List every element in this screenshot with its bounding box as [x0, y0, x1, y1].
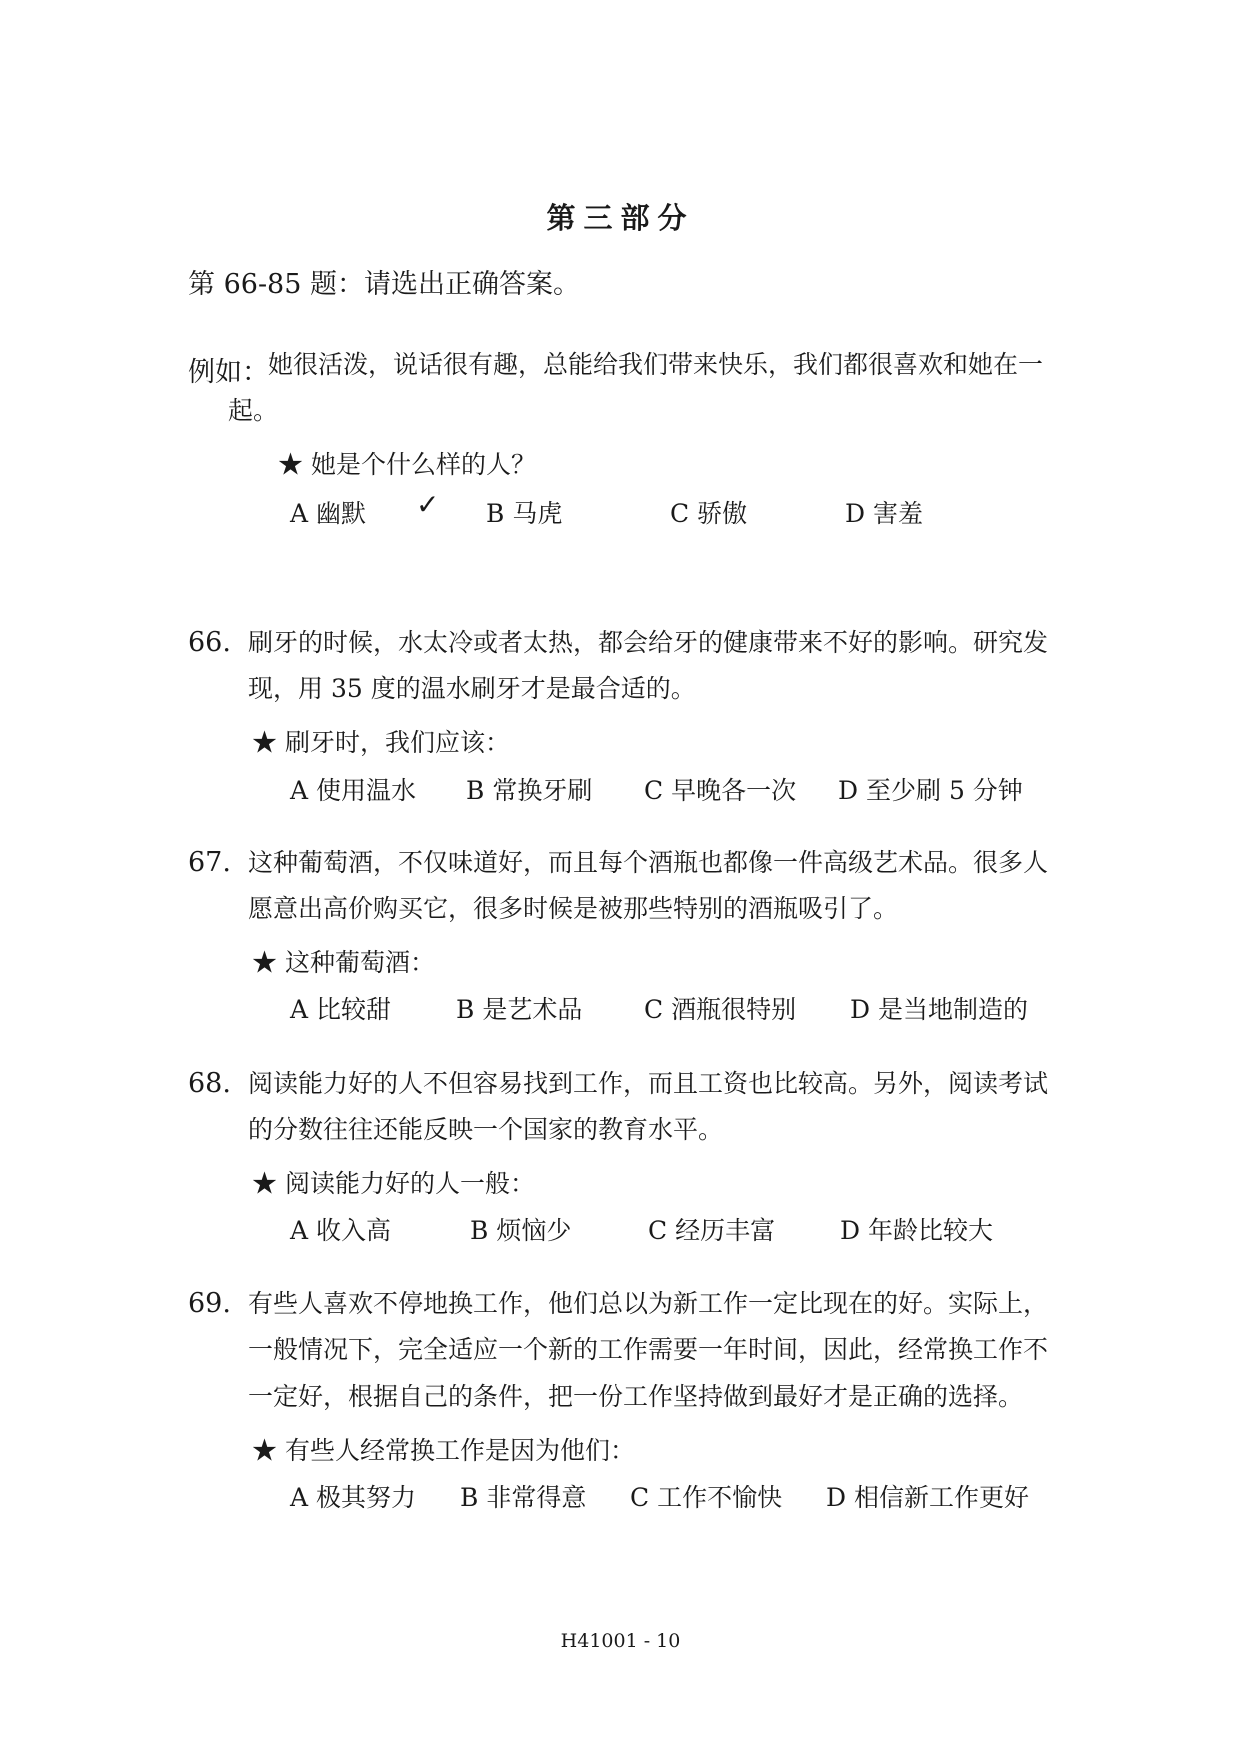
example-option-b: B 马虎: [486, 499, 563, 528]
example-option-a: A 幽默: [290, 499, 367, 528]
question-number: 67.: [188, 847, 231, 878]
question-text-line: 阅读能力好的人不但容易找到工作，而且工资也比较高。另外，阅读考试: [248, 1069, 1049, 1098]
option-d: D 至少刷 5 分钟: [838, 776, 1023, 805]
option-a: A 使用温水: [290, 776, 417, 805]
question-prompt: ★ 有些人经常换工作是因为他们：: [252, 1436, 635, 1465]
option-c: C 经历丰富: [648, 1216, 776, 1245]
option-b: B 是艺术品: [456, 995, 583, 1024]
question-text-line: 刷牙的时候，水太冷或者太热，都会给牙的健康带来不好的影响。研究发: [248, 628, 1049, 657]
option-b: B 常换牙刷: [466, 776, 593, 805]
question-prompt: ★ 阅读能力好的人一般：: [252, 1169, 535, 1198]
option-d: D 相信新工作更好: [826, 1483, 1030, 1512]
question-text-line: 这种葡萄酒，不仅味道好，而且每个酒瓶也都像一件高级艺术品。很多人: [248, 848, 1049, 877]
page-footer: H41001 - 10: [560, 1630, 681, 1652]
question-text-line: 现，用 35 度的温水刷牙才是最合适的。: [248, 674, 696, 703]
question-prompt: ★ 这种葡萄酒：: [252, 948, 435, 977]
check-mark-icon: ✓: [416, 488, 440, 521]
section-title: 第三部分: [546, 201, 695, 235]
example-label: 例如：: [188, 357, 269, 388]
question-number: 69.: [188, 1288, 231, 1319]
option-d: D 是当地制造的: [850, 995, 1029, 1024]
option-b: B 非常得意: [460, 1483, 587, 1512]
option-c: C 酒瓶很特别: [644, 995, 797, 1024]
example-option-c: C 骄傲: [670, 499, 748, 528]
example-text-line: 起。: [228, 396, 279, 425]
instruction: 第 66-85 题：请选出正确答案。: [188, 269, 581, 300]
option-c: C 工作不愉快: [630, 1483, 783, 1512]
option-c: C 早晚各一次: [644, 776, 797, 805]
question-text-line: 有些人喜欢不停地换工作，他们总以为新工作一定比现在的好。实际上，: [248, 1289, 1049, 1318]
option-b: B 烦恼少: [470, 1216, 572, 1245]
question-prompt: ★ 刷牙时，我们应该：: [252, 728, 510, 757]
question-number: 66.: [188, 627, 231, 658]
example-question: ★ 她是个什么样的人？: [278, 450, 536, 479]
question-text-line: 愿意出高价购买它，很多时候是被那些特别的酒瓶吸引了。: [248, 894, 899, 923]
question-text-line: 一定好，根据自己的条件，把一份工作坚持做到最好才是正确的选择。: [248, 1382, 1024, 1411]
question-text-line: 的分数往往还能反映一个国家的教育水平。: [248, 1115, 724, 1144]
option-d: D 年龄比较大: [840, 1216, 994, 1245]
question-text-line: 一般情况下，完全适应一个新的工作需要一年时间，因此，经常换工作不: [248, 1335, 1049, 1364]
option-a: A 比较甜: [290, 995, 392, 1024]
option-a: A 极其努力: [290, 1483, 417, 1512]
question-number: 68.: [188, 1068, 231, 1099]
example-option-d: D 害羞: [845, 499, 924, 528]
example-text-line: 她很活泼，说话很有趣，总能给我们带来快乐，我们都很喜欢和她在一: [268, 350, 1044, 379]
option-a: A 收入高: [290, 1216, 392, 1245]
